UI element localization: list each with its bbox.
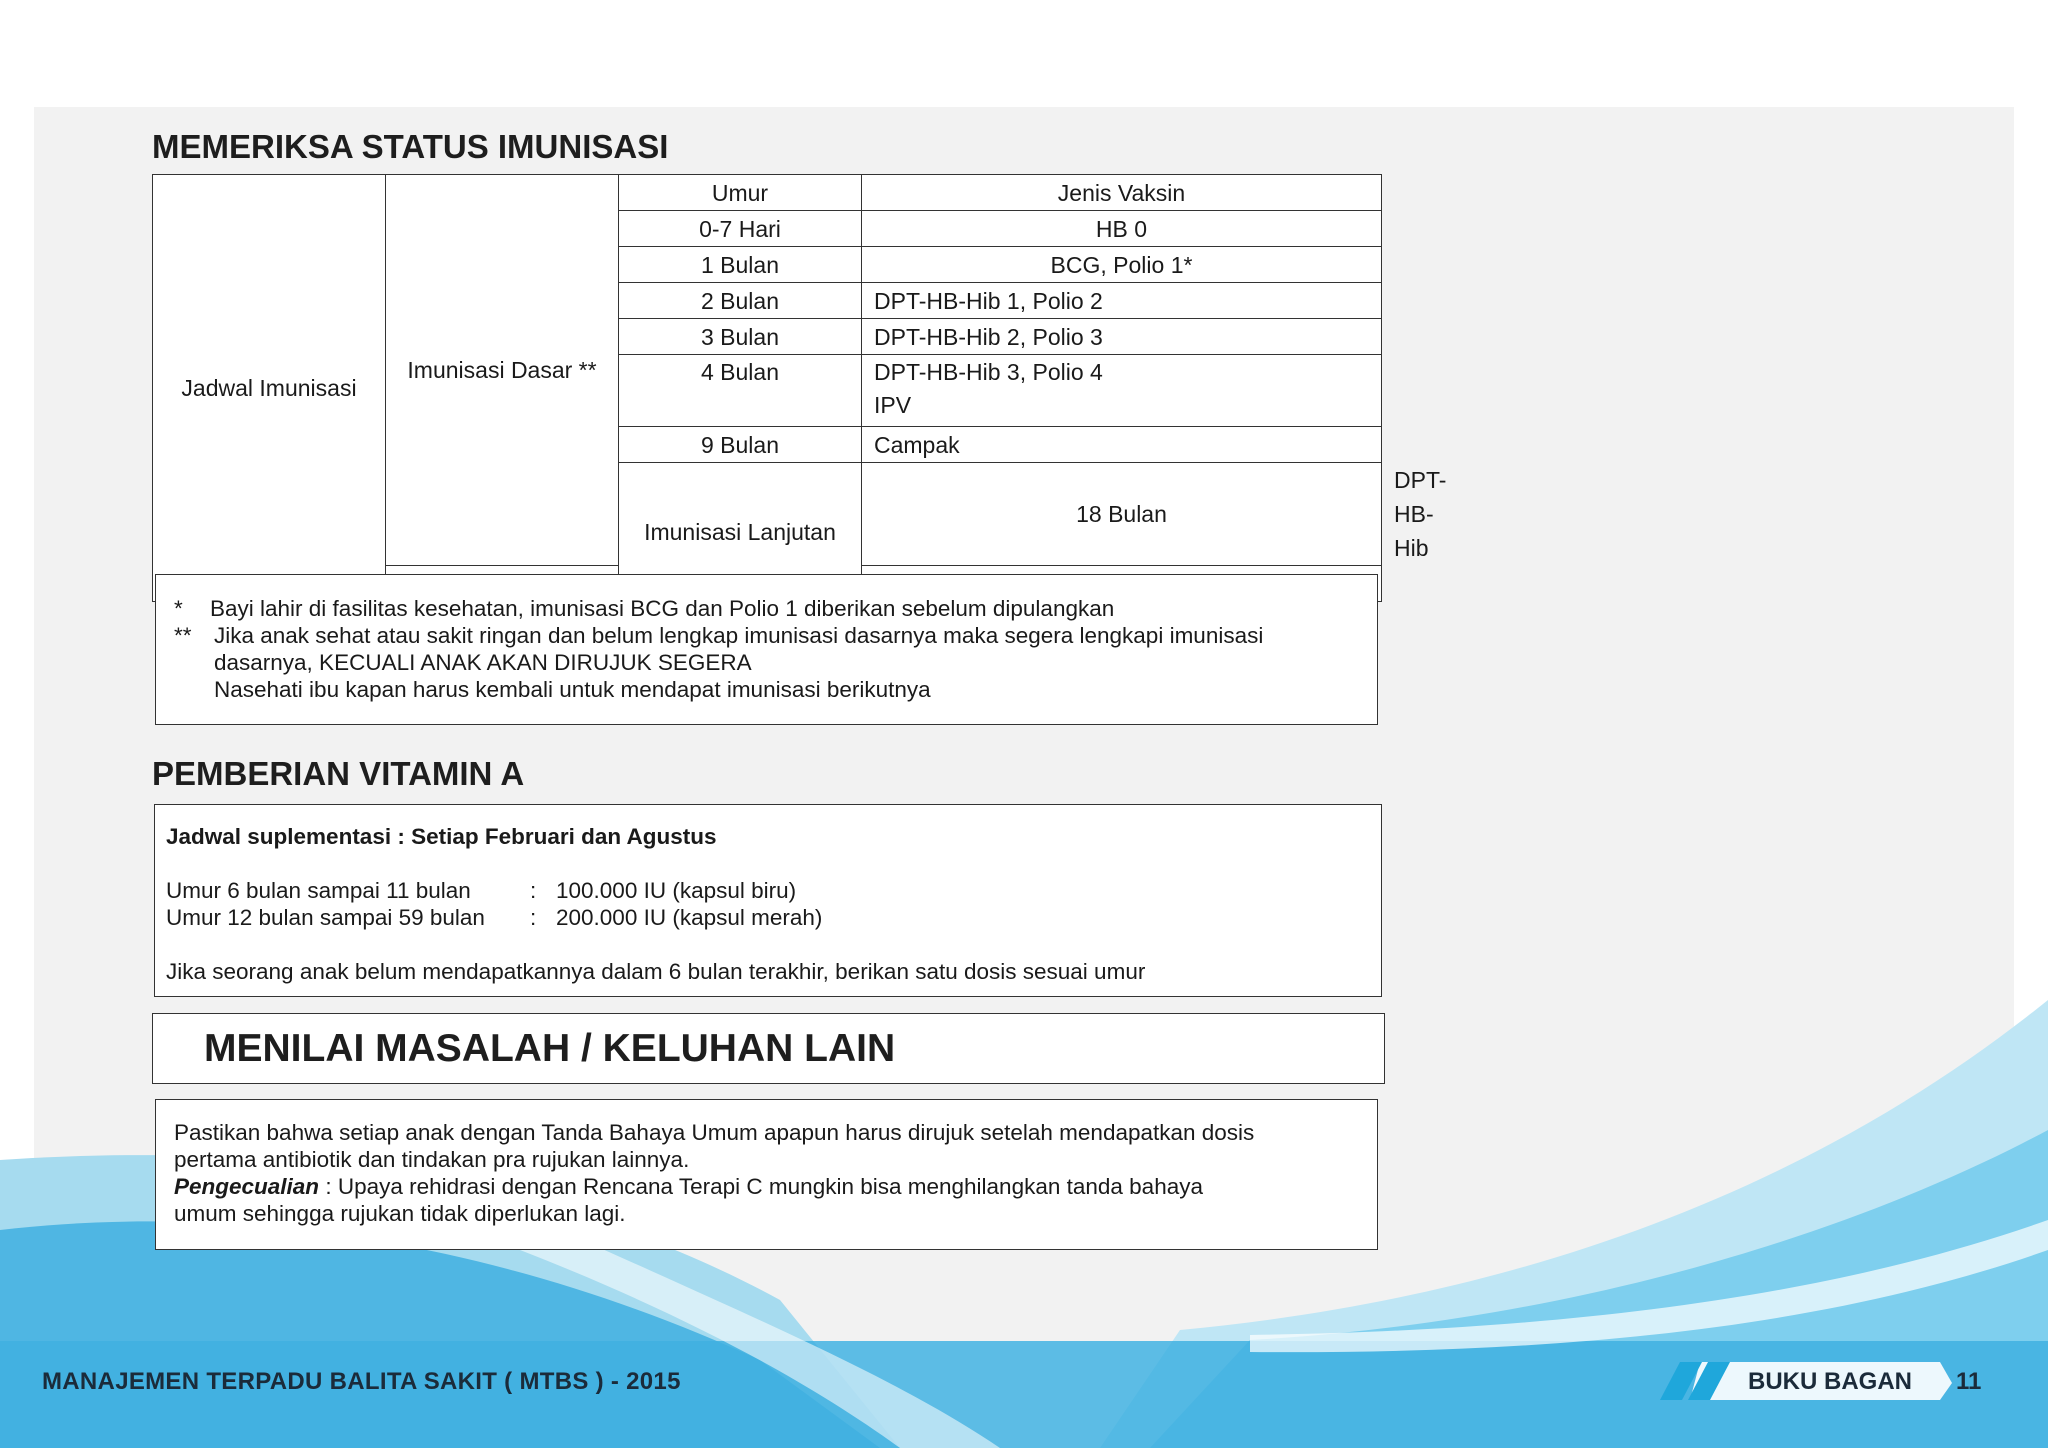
footer-title: MANAJEMEN TERPADU BALITA SAKIT ( MTBS ) - 2015 bbox=[42, 1368, 681, 1395]
vitamin-note: Jika seorang anak belum mendapatkannya dalam 6 bulan terakhir, berikan satu dosis sesuai umur bbox=[166, 959, 1146, 984]
age-cell: 1 Bulan bbox=[619, 247, 862, 283]
basic-immunization-label: Imunisasi Dasar ** bbox=[386, 175, 619, 566]
vitamin-age: Umur 6 bulan sampai 11 bulan bbox=[166, 878, 471, 903]
note-mark-spacer bbox=[174, 649, 214, 676]
vitamin-age: Umur 12 bulan sampai 59 bulan bbox=[166, 905, 485, 930]
age-cell: 4 Bulan bbox=[619, 355, 862, 427]
vitamin-schedule: Jadwal suplementasi : Setiap Februari dan Agustus bbox=[166, 824, 717, 849]
other-line: umum sehingga rujukan tidak diperlukan lagi. bbox=[174, 1201, 626, 1226]
vaccine-cell: DPT-HB-Hib 1, Polio 2 bbox=[862, 283, 1382, 319]
vaccine-header: Jenis Vaksin bbox=[862, 175, 1382, 211]
note-mark: * bbox=[174, 596, 183, 621]
age-cell: 9 Bulan bbox=[619, 427, 862, 463]
note-text: Nasehati ibu kapan harus kembali untuk mendapat imunisasi berikutnya bbox=[214, 677, 931, 702]
table-row: Imunisasi Lanjutan 18 Bulan DPT-HB-Hib bbox=[153, 463, 1382, 566]
vaccine-cell: BCG, Polio 1* bbox=[862, 247, 1382, 283]
vitamin-dose: 100.000 IU (kapsul biru) bbox=[556, 878, 797, 903]
other-problems-box bbox=[155, 1099, 1378, 1250]
other-line: pertama antibiotik dan tindakan pra rujukan lainnya. bbox=[174, 1147, 690, 1172]
immunization-table bbox=[152, 174, 1447, 602]
vaccine-cell bbox=[862, 355, 1382, 427]
note-item bbox=[174, 649, 1359, 676]
table-row bbox=[153, 175, 1382, 211]
note-text: dasarnya, KECUALI ANAK AKAN DIRUJUK SEGERA bbox=[214, 650, 752, 675]
vaccine-cell: HB 0 bbox=[862, 211, 1382, 247]
exception-label: Pengecualian bbox=[174, 1174, 320, 1199]
vaccine-line: IPV bbox=[874, 392, 912, 418]
note-text: Bayi lahir di fasilitas kesehatan, imunisasi BCG dan Polio 1 diberikan sebelum dipulangkan bbox=[210, 596, 1115, 621]
vaccine-cell: DPT-HB-Hib 2, Polio 3 bbox=[862, 319, 1382, 355]
age-cell: 0-7 Hari bbox=[619, 211, 862, 247]
age-cell: 3 Bulan bbox=[619, 319, 862, 355]
note-item bbox=[174, 676, 1359, 703]
schedule-label: Jadwal Imunisasi bbox=[153, 175, 386, 602]
age-header: Umur bbox=[619, 175, 862, 211]
page-number: 11 bbox=[1956, 1368, 1982, 1395]
exception-text: : Upaya rehidrasi dengan Rencana Terapi C mungkin bisa menghilangkan tanda bahaya bbox=[319, 1174, 1203, 1199]
followup-immunization-label: Imunisasi Lanjutan bbox=[619, 463, 862, 602]
note-item bbox=[174, 622, 1359, 649]
note-text: Jika anak sehat atau sakit ringan dan belum lengkap imunisasi dasarnya maka segera lengkapi imunisasi bbox=[214, 623, 1264, 648]
other-problems-title: MENILAI MASALAH / KELUHAN LAIN bbox=[204, 1027, 896, 1070]
immunization-notes bbox=[155, 574, 1378, 725]
note-mark-spacer bbox=[174, 676, 214, 703]
vitamin-dose: 200.000 IU (kapsul merah) bbox=[556, 905, 823, 930]
vitamin-row bbox=[166, 904, 1370, 931]
other-line: Pastikan bahwa setiap anak dengan Tanda Bahaya Umum apapun harus dirujuk setelah mendapatkan dosis bbox=[174, 1120, 1255, 1145]
vitamin-row bbox=[166, 877, 1370, 904]
vitamin-box bbox=[154, 804, 1382, 997]
note-mark: ** bbox=[174, 623, 192, 648]
other-problems-title-box bbox=[152, 1013, 1385, 1084]
note-item bbox=[174, 595, 1359, 622]
immunization-title: MEMERIKSA STATUS IMUNISASI bbox=[152, 128, 669, 165]
vitamin-title: PEMBERIAN VITAMIN A bbox=[152, 755, 525, 792]
vaccine-line: DPT-HB-Hib 3, Polio 4 bbox=[874, 359, 1103, 385]
other-line bbox=[174, 1173, 1359, 1200]
vaccine-cell: Campak bbox=[862, 427, 1382, 463]
footer-tag: BUKU BAGAN bbox=[1748, 1368, 1912, 1395]
vitamin-colon: : bbox=[530, 878, 537, 903]
age-cell: 18 Bulan bbox=[862, 463, 1382, 566]
vitamin-colon: : bbox=[530, 905, 537, 930]
age-cell: 2 Bulan bbox=[619, 283, 862, 319]
